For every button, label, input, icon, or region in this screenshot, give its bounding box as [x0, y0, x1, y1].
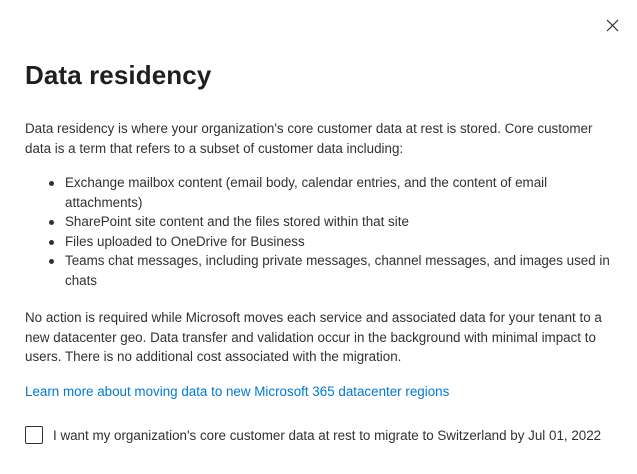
data-types-list	[25, 173, 615, 290]
list-item	[25, 232, 615, 252]
page-title: Data residency	[25, 60, 212, 90]
list-item-text: Files uploaded to OneDrive for Business	[65, 233, 305, 249]
intro-text: Data residency is where your organization's core customer data at rest is stored. Core customer data is a term that refers to a subset of customer data including:	[25, 121, 593, 156]
close-button[interactable]	[601, 14, 623, 36]
close-icon	[606, 19, 619, 32]
list-item	[25, 212, 615, 232]
list-item-text: Exchange mailbox content (email body, calendar entries, and the content of email attachments)	[65, 175, 548, 210]
bullet-icon	[49, 220, 54, 225]
list-item	[25, 173, 615, 212]
learn-more-link[interactable]: Learn more about moving data to new Microsoft 365 datacenter regions	[25, 384, 450, 399]
list-item-text: Teams chat messages, including private messages, channel messages, and images used in chats	[65, 253, 610, 288]
bullet-icon	[49, 181, 54, 186]
migration-consent-checkbox[interactable]	[25, 426, 43, 444]
bullet-icon	[49, 259, 54, 264]
list-item	[25, 251, 615, 290]
list-item-text: SharePoint site content and the files stored within that site	[65, 214, 409, 229]
bullet-icon	[49, 240, 54, 245]
consent-label[interactable]: I want my organization's core customer data at rest to migrate to Switzerland by Jul 01, 2022	[53, 428, 602, 443]
migration-note: No action is required while Microsoft moves each service and associated data for your tenant to a new datacenter geo. Data transfer and validation occur in the background with minimal impact to users. There is no additional cost associated with the migration.	[25, 310, 602, 364]
